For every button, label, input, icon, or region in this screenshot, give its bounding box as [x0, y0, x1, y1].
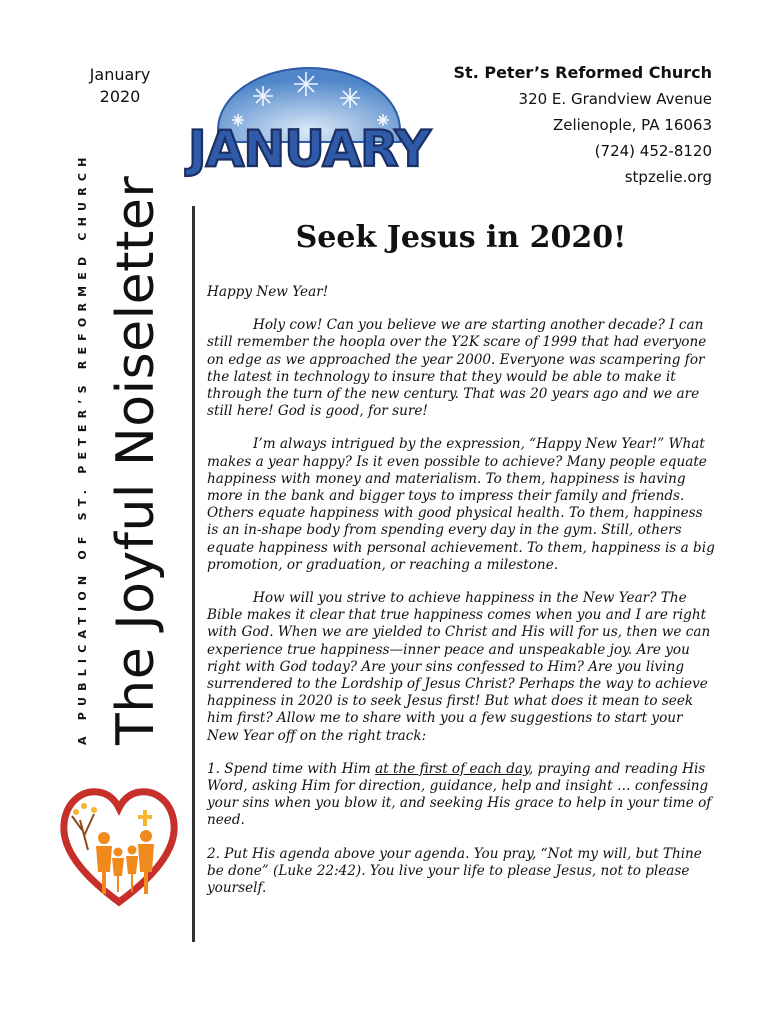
church-website[interactable]: stpzelie.org [624, 168, 712, 186]
suggestion-1-prefix: 1. Spend time with Him [207, 760, 376, 777]
church-city: Zelienople, PA 16063 [552, 116, 712, 134]
article-greeting: Happy New Year! [207, 284, 329, 300]
banner-word: JANUARY [188, 120, 430, 178]
article [207, 218, 715, 913]
tree-branches [72, 814, 94, 850]
article-paragraph-2: I’m always intrigued by the expression, “Happy New Year!” What makes a year happy? Is it even possible to achieve? Many people equate happiness with money and materialism. To them, happiness is having more in the bank and bigger toys to impress their family and friends. Others equate happiness with good physical health. To them, happiness is an in-shape body from spending every day in the gym. Still, others equate happiness with personal achievement. To them, happiness is a big promotion, or graduation, or reaching a milestone. [207, 436, 715, 573]
church-phone: (724) 452-8120 [594, 142, 712, 160]
article-paragraph-3: How will you strive to achieve happiness in the New Year? The Bible makes it clear that true happiness comes when you and I are right with God. When we are yielded to Christ and His will for us, then we can experience true happiness—inner peace and unspeakable joy. Are you right with God today? Are your sins confessed to Him? Are you living surrendered to the Lordship of Jesus Christ? Perhaps the way to achieve happiness in 2020 is to seek Jesus first! But what does it mean to seek him first? Allow me to share with you a few suggestions to start your New Year off on the right track: [207, 590, 711, 744]
article-headline: Seek Jesus in 2020! [295, 220, 627, 255]
suggestion-1-rest: , praying and reading His Word, asking Him for direction, guidance, help and insight … confessing your sins when you blow it, and seeking His grace to help in your time of need. [207, 760, 712, 829]
suggestion-item-2: 2. Put His agenda above your agenda. You pray, “Not my will, but Thine be done” (Luke 22:42). You live your life to please Jesus, not to please yourself. [207, 845, 702, 897]
column-divider [192, 206, 195, 942]
cross-icon [138, 810, 152, 826]
suggestion-item-1 [207, 761, 715, 830]
vertical-masthead [58, 151, 178, 745]
family-heart-logo [58, 780, 180, 910]
family-silhouette [96, 830, 154, 894]
newsletter-title: The Joyful Noiseletter [106, 175, 166, 745]
issue-year: 2020 [99, 87, 141, 106]
issue-date [70, 64, 170, 108]
publication-line: A PUBLICATION OF ST. PETER’S REFORMED CHURCH [76, 151, 89, 745]
issue-month: January [89, 65, 151, 84]
january-banner-logo [178, 62, 440, 187]
article-paragraph-1: Holy cow! Can you believe we are starting another decade? I can still remember the hoopla over the Y2K scare of 1999 that had everyone on edge as we approached the year 2000. Everyone was scampering for the latest in technology to insure that they would be able to make it through the turn of the new century. That was 20 years ago and we are still here! God is good, for sure! [207, 317, 707, 420]
church-name: St. Peter’s Reformed Church [453, 63, 712, 82]
suggestion-1-underlined: at the first of each day [375, 760, 529, 777]
church-address: 320 E. Grandview Avenue [518, 90, 712, 108]
church-contact-block [454, 60, 712, 190]
